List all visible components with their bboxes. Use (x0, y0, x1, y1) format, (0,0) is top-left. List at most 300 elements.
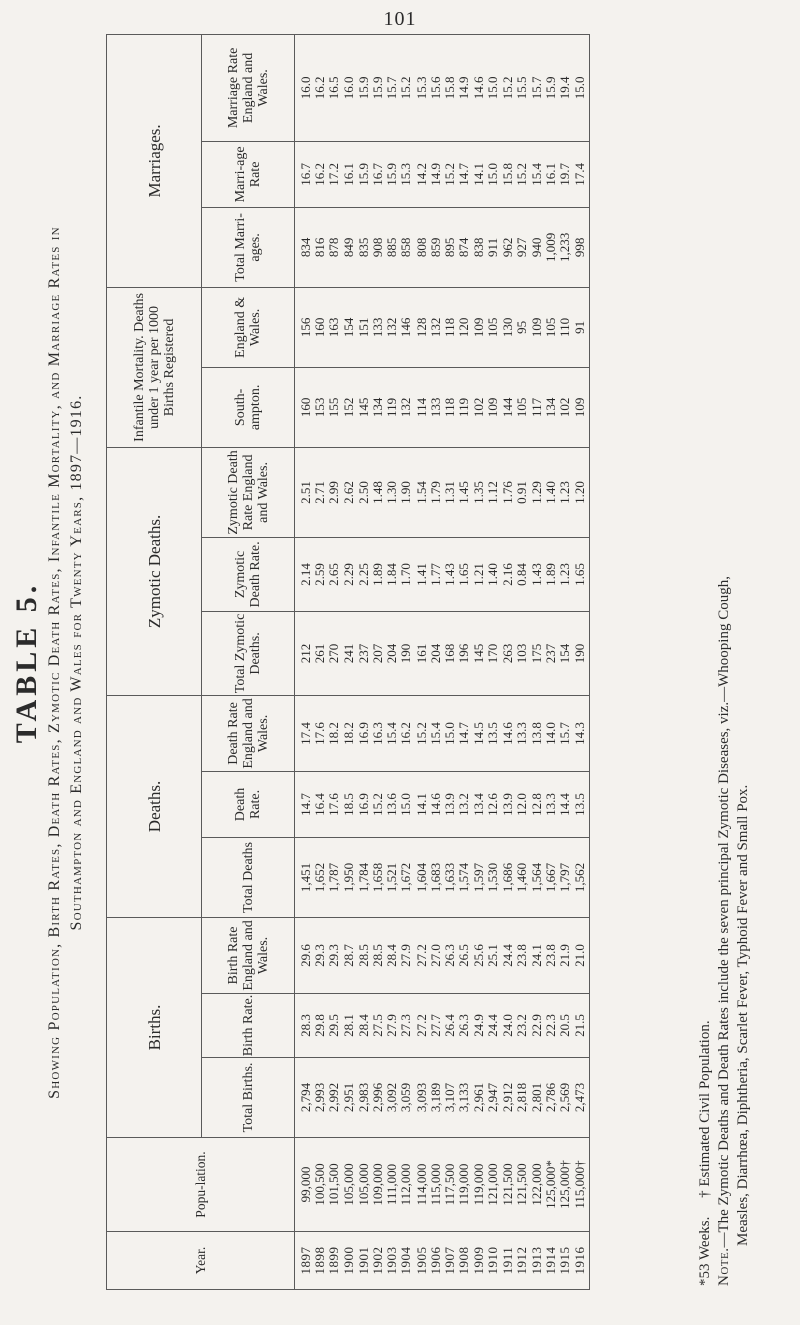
cell-death-rate-ew: 17.6 (312, 722, 328, 745)
cell-population: 105,000 (355, 1163, 371, 1206)
cell-total-marriages: 816 (312, 237, 328, 258)
cell-total-deaths: 1,604 (413, 862, 429, 893)
cell-zymotic-rate: 1.84 (384, 563, 400, 586)
cell-zymotic-rate-ew: 1.76 (499, 481, 515, 504)
header-total-zymotic: Total Zymotic Deaths. (202, 611, 295, 695)
cell-year: 1899 (326, 1246, 342, 1275)
cell-zymotic-rate-ew: 1.29 (529, 481, 544, 504)
cell-zymotic-rate-ew: 2.99 (326, 481, 342, 504)
cell-birth-rate: 29.8 (312, 1014, 328, 1037)
cell-year: 1911 (499, 1246, 515, 1275)
header-infant-southampton: South-ampton. (202, 367, 295, 447)
cell-death-rate-ew: 15.4 (384, 722, 400, 745)
cell-total-marriages: 962 (499, 237, 515, 258)
cell-infant-south: 152 (340, 397, 356, 418)
header-total-births: Total Births. (202, 1058, 295, 1138)
cell-total-births: 2,993 (312, 1082, 328, 1113)
cell-total-marriages: 858 (398, 237, 414, 258)
cell-birth-rate-ew: 23.8 (543, 944, 559, 967)
cell-marriage-rate-ew: 16.5 (326, 76, 342, 100)
cell-zymotic-rate-ew: 2.71 (312, 481, 328, 504)
header-birth-rate-ew: Birth Rate England and Wales. (202, 917, 295, 993)
cell-total-marriages: 908 (369, 237, 385, 258)
cell-total-marriages: 878 (326, 237, 342, 258)
cell-death-rate-ew: 16.2 (398, 722, 414, 745)
cell-marriage-rate: 15.8 (499, 163, 515, 186)
cell-total-deaths: 1,686 (499, 862, 515, 893)
table-body-row (295, 34, 590, 1289)
cell-birth-rate-ew: 23.8 (513, 944, 529, 967)
cell-year: 1900 (340, 1246, 356, 1275)
cell-year: 1909 (471, 1246, 487, 1275)
cell-population: 121,000 (485, 1163, 501, 1206)
cell-zymotic-rate-ew: 1.48 (369, 481, 385, 504)
cell-infant-ew: 132 (427, 317, 443, 338)
cell-total-births: 2,996 (369, 1082, 385, 1113)
cell-total-births: 2,794 (298, 1082, 313, 1113)
cell-birth-rate: 23.2 (513, 1014, 529, 1037)
cell-total-births: 2,992 (326, 1082, 342, 1113)
cell-total-births: 2,569 (557, 1082, 573, 1113)
cell-population: 100,500 (312, 1163, 328, 1206)
cell-total-deaths: 1,460 (513, 862, 529, 893)
cell-total-zymotic: 103 (513, 643, 529, 664)
cell-total-births: 3,107 (441, 1082, 457, 1113)
cell-total-marriages: 1,009 (543, 232, 559, 263)
cell-total-deaths: 1,521 (384, 862, 400, 893)
column-birth-rate-ew-values (295, 917, 590, 993)
cell-marriage-rate-ew: 15.5 (513, 76, 529, 100)
cell-infant-ew: 163 (326, 317, 342, 338)
cell-total-zymotic: 145 (471, 643, 487, 664)
cell-marriage-rate: 16.7 (369, 163, 385, 186)
cell-death-rate: 13.9 (441, 793, 457, 816)
footnote (696, 35, 753, 1290)
cell-total-zymotic: 161 (413, 643, 429, 664)
cell-year: 1904 (398, 1246, 414, 1275)
header-total-deaths: Total Deaths (202, 837, 295, 917)
cell-total-zymotic: 237 (543, 643, 559, 664)
cell-population: 119,000 (456, 1163, 472, 1206)
cell-population: 112,000 (398, 1163, 414, 1206)
cell-birth-rate-ew: 28.5 (369, 944, 385, 967)
cell-birth-rate-ew: 26.3 (441, 944, 457, 967)
cell-birth-rate: 27.3 (398, 1014, 414, 1037)
cell-death-rate-ew: 18.2 (326, 722, 342, 745)
cell-total-deaths: 1,950 (340, 862, 356, 893)
cell-population: 125,000* (543, 1160, 559, 1209)
cell-birth-rate-ew: 28.4 (384, 944, 400, 967)
cell-infant-south: 102 (471, 397, 487, 418)
cell-birth-rate: 28.3 (298, 1014, 313, 1037)
cell-marriage-rate: 16.1 (543, 163, 559, 186)
cell-zymotic-rate-ew: 1.30 (384, 481, 400, 504)
cell-birth-rate: 24.9 (471, 1014, 487, 1037)
cell-death-rate: 14.7 (298, 793, 313, 816)
cell-death-rate-ew: 14.0 (543, 722, 559, 745)
cell-birth-rate-ew: 21.0 (571, 944, 587, 967)
cell-marriage-rate: 15.0 (485, 163, 501, 186)
cell-death-rate: 14.1 (413, 793, 429, 816)
cell-total-deaths: 1,597 (471, 862, 487, 893)
column-year-values (295, 1232, 590, 1290)
cell-year: 1901 (355, 1246, 371, 1275)
cell-total-births: 3,133 (456, 1082, 472, 1113)
cell-total-zymotic: 263 (499, 643, 515, 664)
cell-birth-rate-ew: 26.5 (456, 944, 472, 967)
cell-zymotic-rate: 2.16 (499, 563, 515, 586)
cell-birth-rate-ew: 28.7 (340, 944, 356, 967)
cell-population: 119,000 (471, 1163, 487, 1206)
cell-total-deaths: 1,797 (557, 862, 573, 893)
cell-marriage-rate-ew: 15.9 (355, 76, 371, 100)
cell-death-rate-ew: 14.5 (471, 722, 487, 745)
cell-total-zymotic: 175 (529, 643, 544, 664)
column-total-deaths-values (295, 837, 590, 917)
cell-marriage-rate: 16.7 (298, 163, 313, 186)
cell-zymotic-rate: 1.21 (471, 563, 487, 586)
header-infant-ew: England & Wales. (202, 287, 295, 367)
cell-marriage-rate: 15.9 (384, 163, 400, 186)
cell-total-deaths: 1,683 (427, 862, 443, 893)
cell-zymotic-rate-ew: 1.90 (398, 481, 414, 504)
cell-population: 105,000 (340, 1163, 356, 1206)
cell-zymotic-rate: 1.89 (543, 563, 559, 586)
cell-zymotic-rate-ew: 2.51 (298, 481, 313, 504)
footnote-note-text-2: Measles, Diarrhœa, Diphtheria, Scarlet Fever, Typhoid Fever and Small Pox. (735, 784, 751, 1246)
cell-year: 1903 (384, 1246, 400, 1275)
cell-marriage-rate-ew: 15.6 (427, 76, 443, 100)
cell-infant-south: 114 (413, 397, 429, 417)
header-marriage-rate-ew: Marriage Rate England and Wales. (202, 34, 295, 141)
cell-zymotic-rate: 1.77 (427, 563, 443, 586)
cell-year: 1914 (543, 1246, 559, 1275)
rotated-table-region (10, 35, 770, 1290)
cell-marriage-rate-ew: 16.0 (340, 76, 356, 100)
cell-zymotic-rate: 1.89 (369, 563, 385, 586)
cell-infant-south: 133 (427, 397, 443, 418)
cell-zymotic-rate-ew: 1.23 (557, 481, 573, 504)
column-zymotic-rate-values (295, 537, 590, 611)
cell-total-births: 2,473 (571, 1082, 587, 1113)
cell-total-marriages: 849 (340, 237, 356, 258)
cell-infant-ew: 120 (456, 317, 472, 338)
cell-marriage-rate: 15.3 (398, 163, 414, 186)
cell-death-rate-ew: 16.3 (369, 722, 385, 745)
cell-zymotic-rate-ew: 1.45 (456, 481, 472, 504)
cell-total-deaths: 1,667 (543, 862, 559, 893)
cell-total-zymotic: 154 (557, 643, 573, 664)
statistics-table-wrapper (106, 35, 686, 1290)
cell-total-deaths: 1,784 (355, 862, 371, 893)
cell-infant-south: 119 (456, 397, 472, 417)
cell-marriage-rate-ew: 14.9 (456, 76, 472, 100)
column-total-zymotic-values (295, 611, 590, 695)
cell-marriage-rate: 14.7 (456, 163, 472, 186)
cell-infant-south: 153 (312, 397, 328, 418)
cell-marriage-rate: 19.7 (557, 163, 573, 186)
cell-infant-ew: 151 (355, 317, 371, 338)
cell-zymotic-rate: 2.65 (326, 563, 342, 586)
cell-marriage-rate-ew: 15.0 (571, 76, 587, 100)
cell-death-rate: 16.4 (312, 793, 328, 816)
cell-total-births: 3,059 (398, 1082, 414, 1113)
cell-birth-rate: 27.2 (413, 1014, 429, 1037)
cell-birth-rate: 22.3 (543, 1014, 559, 1037)
cell-death-rate: 12.6 (485, 793, 501, 816)
cell-total-zymotic: 237 (355, 643, 371, 664)
statistics-table (106, 34, 590, 1290)
cell-population: 115,000 (427, 1163, 443, 1206)
cell-infant-south: 134 (543, 397, 559, 418)
cell-death-rate-ew: 17.4 (298, 722, 313, 745)
cell-birth-rate-ew: 29.3 (312, 944, 328, 967)
cell-death-rate: 16.9 (355, 793, 371, 816)
cell-infant-ew: 105 (485, 317, 501, 338)
cell-zymotic-rate-ew: 1.40 (543, 481, 559, 504)
cell-infant-ew: 130 (499, 317, 515, 338)
cell-birth-rate: 27.5 (369, 1014, 385, 1037)
cell-marriage-rate: 15.2 (513, 163, 529, 186)
column-population-values (295, 1138, 590, 1232)
cell-marriage-rate: 17.2 (326, 163, 342, 186)
cell-population: 109,000 (369, 1163, 385, 1206)
cell-birth-rate-ew: 27.2 (413, 944, 429, 967)
cell-zymotic-rate: 0.84 (513, 563, 529, 586)
cell-population: 122,000 (529, 1163, 544, 1206)
header-death-rate: Death Rate. (202, 771, 295, 837)
cell-marriage-rate-ew: 16.2 (312, 76, 328, 100)
cell-total-marriages: 927 (513, 237, 529, 258)
cell-infant-south: 109 (485, 397, 501, 418)
table-caption-line-1: Showing Population, Birth Rates, Death Rates, Zymotic Death Rates, Infantile Mortality, and Marriage Rates in (46, 226, 63, 1099)
cell-zymotic-rate-ew: 0.91 (513, 481, 529, 504)
cell-total-marriages: 1,233 (557, 232, 573, 263)
header-death-rate-ew: Death Rate England and Wales. (202, 695, 295, 771)
cell-infant-ew: 91 (571, 320, 587, 334)
header-zymotic-rate: Zymotic Death Rate. (202, 537, 295, 611)
cell-year: 1905 (413, 1246, 429, 1275)
cell-zymotic-rate: 2.29 (340, 563, 356, 586)
header-group-marriages: Marriages. (107, 34, 202, 287)
cell-zymotic-rate: 2.59 (312, 563, 328, 586)
cell-marriage-rate-ew: 16.0 (298, 76, 313, 100)
cell-death-rate-ew: 16.9 (355, 722, 371, 745)
cell-total-deaths: 1,652 (312, 862, 328, 893)
cell-death-rate: 15.0 (398, 793, 414, 816)
cell-total-births: 2,961 (471, 1082, 487, 1113)
cell-zymotic-rate-ew: 1.35 (471, 481, 487, 504)
cell-infant-ew: 110 (557, 317, 573, 337)
cell-birth-rate: 22.9 (529, 1014, 544, 1037)
cell-year: 1902 (369, 1246, 385, 1275)
cell-death-rate-ew: 15.7 (557, 722, 573, 745)
column-infant-ew-values (295, 287, 590, 367)
cell-total-births: 3,092 (384, 1082, 400, 1113)
cell-birth-rate-ew: 25.6 (471, 944, 487, 967)
cell-total-marriages: 895 (441, 237, 457, 258)
cell-total-births: 3,189 (427, 1082, 443, 1113)
cell-total-zymotic: 168 (441, 643, 457, 664)
cell-total-births: 2,818 (513, 1082, 529, 1113)
cell-marriage-rate: 14.9 (427, 163, 443, 186)
cell-birth-rate: 29.5 (326, 1014, 342, 1037)
cell-zymotic-rate-ew: 2.50 (355, 481, 371, 504)
cell-total-zymotic: 190 (571, 643, 587, 664)
cell-total-deaths: 1,787 (326, 862, 342, 893)
cell-infant-south: 160 (298, 397, 313, 418)
header-group-deaths: Deaths. (107, 695, 202, 917)
header-zymotic-rate-ew: Zymotic Death Rate England and Wales. (202, 447, 295, 537)
table-label: TABLE 5. (10, 581, 43, 744)
column-marriage-rate-ew-values (295, 34, 590, 141)
cell-infant-south: 109 (571, 397, 587, 418)
cell-year: 1916 (571, 1246, 587, 1275)
cell-marriage-rate: 14.2 (413, 163, 429, 186)
cell-year: 1915 (557, 1246, 573, 1275)
cell-total-births: 2,947 (485, 1082, 501, 1113)
cell-total-zymotic: 241 (340, 643, 356, 664)
cell-infant-ew: 133 (369, 317, 385, 338)
cell-death-rate: 13.5 (571, 793, 587, 816)
cell-death-rate-ew: 15.2 (413, 722, 429, 745)
cell-birth-rate-ew: 25.1 (485, 944, 501, 967)
cell-marriage-rate-ew: 15.7 (529, 76, 544, 100)
cell-year: 1912 (513, 1246, 529, 1275)
footnote-line-1 (696, 35, 715, 1286)
cell-marriage-rate-ew: 19.4 (557, 76, 573, 100)
cell-infant-south: 155 (326, 397, 342, 418)
cell-death-rate-ew: 18.2 (340, 722, 356, 745)
footnote-note-label: Note. (716, 1247, 732, 1286)
cell-zymotic-rate: 1.65 (456, 563, 472, 586)
cell-zymotic-rate: 1.70 (398, 563, 414, 586)
column-total-births-values (295, 1058, 590, 1138)
cell-total-marriages: 940 (529, 237, 544, 258)
column-total-marriages-values (295, 207, 590, 287)
footnote-line-2 (715, 35, 734, 1286)
cell-total-zymotic: 170 (485, 643, 501, 664)
cell-total-births: 2,983 (355, 1082, 371, 1113)
cell-infant-ew: 109 (529, 317, 544, 338)
cell-birth-rate: 27.7 (427, 1014, 443, 1037)
cell-population: 125,000† (557, 1160, 573, 1209)
cell-zymotic-rate-ew: 1.79 (427, 481, 443, 504)
cell-death-rate: 14.4 (557, 793, 573, 816)
cell-birth-rate: 21.5 (571, 1014, 587, 1037)
column-death-rate-ew-values (295, 695, 590, 771)
header-population: Popu-lation. (107, 1138, 295, 1232)
header-group-infantile: Infantile Mortality. Deaths under 1 year per 1000 Births Registered (107, 287, 202, 447)
cell-death-rate-ew: 15.4 (427, 722, 443, 745)
cell-total-marriages: 998 (571, 237, 587, 258)
cell-total-marriages: 808 (413, 237, 429, 258)
cell-zymotic-rate: 1.40 (485, 563, 501, 586)
cell-infant-south: 132 (398, 397, 414, 418)
cell-total-births: 2,951 (340, 1082, 356, 1113)
cell-death-rate-ew: 15.0 (441, 722, 457, 745)
header-marriage-rate: Marri-age Rate (202, 141, 295, 207)
cell-marriage-rate: 15.4 (529, 163, 544, 186)
cell-death-rate: 18.5 (340, 793, 356, 816)
cell-zymotic-rate: 1.23 (557, 563, 573, 586)
cell-death-rate-ew: 14.7 (456, 722, 472, 745)
cell-death-rate: 14.6 (427, 793, 443, 816)
cell-birth-rate: 20.5 (557, 1014, 573, 1037)
cell-total-zymotic: 207 (369, 643, 385, 664)
cell-population: 121,500 (513, 1163, 529, 1206)
cell-total-marriages: 835 (355, 237, 371, 258)
cell-zymotic-rate-ew: 2.62 (340, 481, 356, 504)
cell-population: 99,000 (298, 1166, 313, 1203)
cell-death-rate: 13.4 (471, 793, 487, 816)
cell-death-rate-ew: 14.6 (499, 722, 515, 745)
cell-total-births: 2,801 (529, 1082, 544, 1113)
cell-total-deaths: 1,451 (298, 862, 313, 893)
cell-zymotic-rate-ew: 1.54 (413, 481, 429, 504)
cell-infant-south: 117 (529, 397, 544, 417)
cell-death-rate-ew: 13.8 (529, 722, 544, 745)
cell-marriage-rate-ew: 15.2 (398, 76, 414, 100)
cell-infant-south: 145 (355, 397, 371, 418)
cell-birth-rate-ew: 28.5 (355, 944, 371, 967)
cell-population: 121,500 (499, 1163, 515, 1206)
cell-birth-rate: 24.4 (485, 1014, 501, 1037)
cell-marriage-rate-ew: 15.0 (485, 76, 501, 100)
cell-total-zymotic: 261 (312, 643, 328, 664)
cell-infant-ew: 118 (441, 317, 457, 337)
header-year: Year. (107, 1232, 295, 1290)
cell-infant-ew: 105 (543, 317, 559, 338)
cell-death-rate: 15.2 (369, 793, 385, 816)
cell-death-rate: 12.0 (513, 793, 529, 816)
cell-zymotic-rate: 1.65 (571, 563, 587, 586)
cell-birth-rate-ew: 27.0 (427, 944, 443, 967)
cell-population: 115,000† (571, 1160, 587, 1209)
cell-total-deaths: 1,633 (441, 862, 457, 893)
cell-birth-rate-ew: 24.4 (499, 944, 515, 967)
cell-infant-south: 119 (384, 397, 400, 417)
cell-zymotic-rate-ew: 1.31 (441, 481, 457, 504)
cell-total-zymotic: 204 (427, 643, 443, 664)
cell-death-rate: 17.6 (326, 793, 342, 816)
cell-infant-ew: 146 (398, 317, 414, 338)
cell-birth-rate: 26.3 (456, 1014, 472, 1037)
footnote-estimated: † Estimated Civil Population. (697, 1020, 713, 1198)
column-infant-southampton-values (295, 367, 590, 447)
cell-marriage-rate-ew: 15.8 (441, 76, 457, 100)
cell-zymotic-rate-ew: 1.20 (571, 481, 587, 504)
cell-death-rate: 13.3 (543, 793, 559, 816)
cell-population: 111,000 (384, 1163, 400, 1206)
cell-infant-south: 134 (369, 397, 385, 418)
cell-zymotic-rate: 1.43 (529, 563, 544, 586)
table-heading (10, 35, 102, 1290)
cell-death-rate: 13.9 (499, 793, 515, 816)
cell-total-births: 3,093 (413, 1082, 429, 1113)
cell-total-marriages: 859 (427, 237, 443, 258)
cell-total-deaths: 1,530 (485, 862, 501, 893)
cell-infant-south: 105 (513, 397, 529, 418)
cell-marriage-rate: 15.9 (355, 163, 371, 186)
cell-death-rate-ew: 13.5 (485, 722, 501, 745)
cell-birth-rate-ew: 29.3 (326, 944, 342, 967)
cell-infant-ew: 132 (384, 317, 400, 338)
column-birth-rate-values (295, 994, 590, 1058)
cell-birth-rate-ew: 29.6 (298, 944, 313, 967)
cell-birth-rate-ew: 21.9 (557, 944, 573, 967)
cell-infant-ew: 128 (413, 317, 429, 338)
